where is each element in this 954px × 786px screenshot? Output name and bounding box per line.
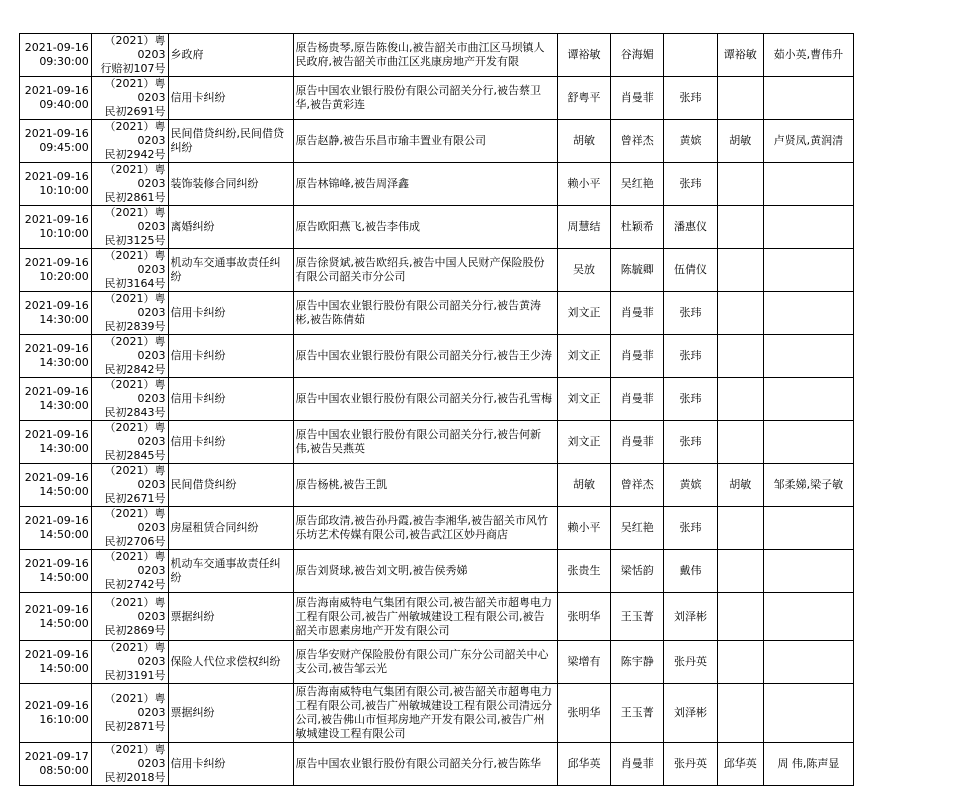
presiding-judge: 吴放 xyxy=(557,249,610,292)
case-number-case-a: （2021）粤0203 xyxy=(104,206,166,233)
case-cause: 民间借贷纠纷 xyxy=(168,464,293,507)
case-number-case-a: （2021）粤0203 xyxy=(104,163,166,190)
case-number-case-a: （2021）粤0203 xyxy=(104,77,166,104)
jurors: 周 伟,陈声显 xyxy=(763,743,853,786)
panel-member: 张玮 xyxy=(664,378,717,421)
hearing-datetime-date: 2021-09-16 xyxy=(24,428,89,441)
presiding-judge: 刘文正 xyxy=(557,292,610,335)
clerk: 肖曼菲 xyxy=(611,421,664,464)
panel-judge xyxy=(717,421,763,464)
hearing-datetime-date: 2021-09-16 xyxy=(24,127,89,140)
case-number-case-b: 行赔初107号 xyxy=(100,62,166,75)
clerk: 曾祥杰 xyxy=(611,120,664,163)
presiding-judge: 周慧结 xyxy=(557,206,610,249)
hearing-datetime xyxy=(20,206,92,249)
case-number-case-a: （2021）粤0203 xyxy=(104,292,166,319)
case-cause: 保险人代位求偿权纠纷 xyxy=(168,641,293,684)
hearing-datetime xyxy=(20,684,92,743)
panel-member: 张丹英 xyxy=(664,743,717,786)
jurors xyxy=(763,292,853,335)
case-number-case-a: （2021）粤0203 xyxy=(104,464,166,491)
case-number xyxy=(91,641,168,684)
presiding-judge: 刘文正 xyxy=(557,335,610,378)
case-number xyxy=(91,120,168,163)
panel-member: 张玮 xyxy=(664,507,717,550)
clerk: 陈宇静 xyxy=(611,641,664,684)
hearing-datetime-date: 2021-09-16 xyxy=(24,213,89,226)
case-number xyxy=(91,743,168,786)
clerk: 曾祥杰 xyxy=(611,464,664,507)
hearing-datetime xyxy=(20,550,92,593)
hearing-datetime xyxy=(20,743,92,786)
case-number-case-b: 民初3125号 xyxy=(104,234,166,247)
table-row xyxy=(20,120,854,163)
case-cause: 离婚纠纷 xyxy=(168,206,293,249)
clerk: 肖曼菲 xyxy=(611,292,664,335)
panel-judge: 谭裕敏 xyxy=(717,34,763,77)
case-cause: 民间借贷纠纷,民间借贷纠纷 xyxy=(168,120,293,163)
case-parties: 原告欧阳燕飞,被告李伟成 xyxy=(293,206,557,249)
hearing-datetime-time: 14:30:00 xyxy=(39,356,89,369)
table-row xyxy=(20,34,854,77)
case-cause: 房屋租赁合同纠纷 xyxy=(168,507,293,550)
hearing-datetime-time: 09:30:00 xyxy=(39,55,89,68)
case-number xyxy=(91,249,168,292)
clerk: 杜颖希 xyxy=(611,206,664,249)
hearing-datetime-date: 2021-09-16 xyxy=(24,170,89,183)
panel-judge xyxy=(717,593,763,641)
case-number-case-b: 民初2842号 xyxy=(104,363,166,376)
panel-member: 刘泽彬 xyxy=(664,684,717,743)
jurors xyxy=(763,77,853,120)
case-number-case-a: （2021）粤0203 xyxy=(104,743,166,770)
panel-member: 戴伟 xyxy=(664,550,717,593)
panel-member: 张玮 xyxy=(664,292,717,335)
panel-member: 黄嫔 xyxy=(664,120,717,163)
case-number-case-b: 民初2845号 xyxy=(104,449,166,462)
case-parties: 原告华安财产保险股份有限公司广东分公司韶关中心支公司,被告邹云光 xyxy=(293,641,557,684)
jurors: 卢贤凤,黄润清 xyxy=(763,120,853,163)
hearing-datetime xyxy=(20,593,92,641)
case-number-case-a: （2021）粤0203 xyxy=(104,641,166,668)
case-number-case-a: （2021）粤0203 xyxy=(104,34,166,61)
case-cause: 信用卡纠纷 xyxy=(168,378,293,421)
hearing-datetime-time: 14:50:00 xyxy=(39,528,89,541)
hearing-datetime-date: 2021-09-16 xyxy=(24,514,89,527)
case-cause: 机动车交通事故责任纠纷 xyxy=(168,249,293,292)
panel-member: 张玮 xyxy=(664,77,717,120)
case-number-case-b: 民初2843号 xyxy=(104,406,166,419)
hearing-datetime xyxy=(20,421,92,464)
table-row xyxy=(20,206,854,249)
table-row xyxy=(20,507,854,550)
panel-judge: 胡敏 xyxy=(717,464,763,507)
case-parties: 原告中国农业银行股份有限公司韶关分行,被告何新伟,被告吴燕英 xyxy=(293,421,557,464)
case-number-case-b: 民初2942号 xyxy=(104,148,166,161)
jurors: 邹柔娣,梁子敏 xyxy=(763,464,853,507)
presiding-judge: 赖小平 xyxy=(557,163,610,206)
hearing-datetime-date: 2021-09-16 xyxy=(24,256,89,269)
jurors xyxy=(763,684,853,743)
panel-judge xyxy=(717,684,763,743)
hearing-datetime-date: 2021-09-17 xyxy=(24,750,89,763)
panel-judge xyxy=(717,507,763,550)
hearing-datetime-time: 14:30:00 xyxy=(39,399,89,412)
table-row xyxy=(20,292,854,335)
hearing-datetime-time: 14:50:00 xyxy=(39,616,89,630)
panel-judge xyxy=(717,292,763,335)
hearing-datetime xyxy=(20,120,92,163)
table-row xyxy=(20,593,854,641)
case-number xyxy=(91,77,168,120)
case-number-case-b: 民初2018号 xyxy=(104,771,166,784)
case-cause: 信用卡纠纷 xyxy=(168,743,293,786)
case-number xyxy=(91,378,168,421)
panel-judge: 邱华英 xyxy=(717,743,763,786)
case-number xyxy=(91,464,168,507)
table-row xyxy=(20,641,854,684)
table-row xyxy=(20,743,854,786)
case-cause: 票据纠纷 xyxy=(168,593,293,641)
panel-member: 潘惠仪 xyxy=(664,206,717,249)
panel-member: 黄嫔 xyxy=(664,464,717,507)
case-parties: 原告赵静,被告乐昌市瑜丰置业有限公司 xyxy=(293,120,557,163)
jurors xyxy=(763,641,853,684)
presiding-judge: 赖小平 xyxy=(557,507,610,550)
hearing-datetime-date: 2021-09-16 xyxy=(24,342,89,355)
case-number-case-b: 民初2871号 xyxy=(104,720,166,733)
case-parties: 原告杨桃,被告王凯 xyxy=(293,464,557,507)
jurors: 茹小英,曹伟升 xyxy=(763,34,853,77)
hearing-datetime-time: 10:10:00 xyxy=(39,227,89,240)
panel-judge xyxy=(717,641,763,684)
hearing-datetime-time: 14:50:00 xyxy=(39,485,89,498)
panel-judge xyxy=(717,550,763,593)
case-number-case-a: （2021）粤0203 xyxy=(104,595,166,623)
case-parties: 原告海南威特电气集团有限公司,被告韶关市超粤电力工程有限公司,被告广州敏城建设工程有限公司清远分公司,被告佛山市恒邦房地产开发有限公司,被告广州敏城建设工程有限公司 xyxy=(293,684,557,743)
case-parties: 原告中国农业银行股份有限公司韶关分行,被告黄涛彬,被告陈倩茹 xyxy=(293,292,557,335)
panel-judge: 胡敏 xyxy=(717,120,763,163)
case-number-case-a: （2021）粤0203 xyxy=(104,550,166,577)
clerk: 肖曼菲 xyxy=(611,378,664,421)
presiding-judge: 胡敏 xyxy=(557,464,610,507)
case-number xyxy=(91,34,168,77)
hearing-datetime-time: 14:30:00 xyxy=(39,313,89,326)
case-cause: 票据纠纷 xyxy=(168,684,293,743)
table-row xyxy=(20,550,854,593)
case-cause: 信用卡纠纷 xyxy=(168,292,293,335)
clerk: 王玉菁 xyxy=(611,593,664,641)
case-number-case-b: 民初2691号 xyxy=(104,105,166,118)
case-number xyxy=(91,684,168,743)
hearing-datetime-time: 14:30:00 xyxy=(39,442,89,455)
hearing-datetime-date: 2021-09-16 xyxy=(24,41,89,54)
jurors xyxy=(763,163,853,206)
jurors xyxy=(763,507,853,550)
hearing-datetime xyxy=(20,77,92,120)
case-cause: 装饰装修合同纠纷 xyxy=(168,163,293,206)
presiding-judge: 刘文正 xyxy=(557,421,610,464)
case-number xyxy=(91,593,168,641)
case-number-case-b: 民初2742号 xyxy=(104,578,166,591)
case-number-case-a: （2021）粤0203 xyxy=(104,120,166,147)
clerk: 肖曼菲 xyxy=(611,743,664,786)
case-number-case-b: 民初2671号 xyxy=(104,492,166,505)
hearing-datetime-time: 09:45:00 xyxy=(39,141,89,154)
presiding-judge: 胡敏 xyxy=(557,120,610,163)
case-cause: 乡政府 xyxy=(168,34,293,77)
case-number xyxy=(91,507,168,550)
case-parties: 原告杨贵琴,原告陈俊山,被告韶关市曲江区马坝镇人民政府,被告韶关市曲江区兆康房地产开发有限 xyxy=(293,34,557,77)
presiding-judge: 张明华 xyxy=(557,684,610,743)
case-number-case-a: （2021）粤0203 xyxy=(104,692,166,719)
hearing-datetime-date: 2021-09-16 xyxy=(24,385,89,398)
hearing-datetime-date: 2021-09-16 xyxy=(24,648,89,661)
court-schedule-table xyxy=(19,33,854,786)
table-row xyxy=(20,249,854,292)
jurors xyxy=(763,421,853,464)
table-row xyxy=(20,684,854,743)
presiding-judge: 张贵生 xyxy=(557,550,610,593)
case-cause: 信用卡纠纷 xyxy=(168,421,293,464)
panel-member: 张玮 xyxy=(664,335,717,378)
case-parties: 原告徐贤斌,被告欧绍兵,被告中国人民财产保险股份有限公司韶关市分公司 xyxy=(293,249,557,292)
presiding-judge: 谭裕敏 xyxy=(557,34,610,77)
hearing-datetime xyxy=(20,249,92,292)
hearing-datetime-time: 09:40:00 xyxy=(39,98,89,111)
case-number-case-b: 民初2839号 xyxy=(104,320,166,333)
case-number xyxy=(91,335,168,378)
hearing-datetime xyxy=(20,464,92,507)
panel-member xyxy=(664,34,717,77)
clerk: 吴红艳 xyxy=(611,163,664,206)
case-number-case-b: 民初2706号 xyxy=(104,535,166,548)
case-parties: 原告邱玫清,被告孙丹霞,被告李湘华,被告韶关市风竹乐坊艺术传媒有限公司,被告武江区妙丹商店 xyxy=(293,507,557,550)
clerk: 肖曼菲 xyxy=(611,77,664,120)
case-parties: 原告海南威特电气集团有限公司,被告韶关市超粤电力工程有限公司,被告广州敏城建设工程有限公司,被告韶关市恩素房地产开发有限公司 xyxy=(293,593,557,641)
panel-member: 张玮 xyxy=(664,421,717,464)
jurors xyxy=(763,378,853,421)
hearing-datetime xyxy=(20,335,92,378)
table-row xyxy=(20,335,854,378)
hearing-datetime xyxy=(20,378,92,421)
case-cause: 信用卡纠纷 xyxy=(168,77,293,120)
case-cause: 机动车交通事故责任纠纷 xyxy=(168,550,293,593)
table-row xyxy=(20,77,854,120)
hearing-datetime-time: 08:50:00 xyxy=(39,764,89,777)
clerk: 肖曼菲 xyxy=(611,335,664,378)
case-number-case-a: （2021）粤0203 xyxy=(104,378,166,405)
case-number-case-a: （2021）粤0203 xyxy=(104,421,166,448)
case-cause: 信用卡纠纷 xyxy=(168,335,293,378)
panel-member: 刘泽彬 xyxy=(664,593,717,641)
clerk: 陈毓卿 xyxy=(611,249,664,292)
case-parties: 原告中国农业银行股份有限公司韶关分行,被告陈华 xyxy=(293,743,557,786)
case-number-case-b: 民初3164号 xyxy=(104,277,166,290)
hearing-datetime xyxy=(20,641,92,684)
case-number xyxy=(91,163,168,206)
case-parties: 原告中国农业银行股份有限公司韶关分行,被告孔雪梅 xyxy=(293,378,557,421)
case-number xyxy=(91,550,168,593)
case-number-case-b: 民初3191号 xyxy=(104,669,166,682)
presiding-judge: 梁增有 xyxy=(557,641,610,684)
case-parties: 原告林锦峰,被告周泽鑫 xyxy=(293,163,557,206)
hearing-datetime-date: 2021-09-16 xyxy=(24,602,89,616)
clerk: 王玉菁 xyxy=(611,684,664,743)
hearing-datetime xyxy=(20,292,92,335)
hearing-datetime-date: 2021-09-16 xyxy=(24,557,89,570)
case-number xyxy=(91,292,168,335)
case-number xyxy=(91,206,168,249)
table-row xyxy=(20,464,854,507)
hearing-datetime xyxy=(20,507,92,550)
jurors xyxy=(763,206,853,249)
jurors xyxy=(763,593,853,641)
case-number xyxy=(91,421,168,464)
hearing-datetime-time: 14:50:00 xyxy=(39,571,89,584)
hearing-datetime-date: 2021-09-16 xyxy=(24,299,89,312)
case-parties: 原告中国农业银行股份有限公司韶关分行,被告蔡卫华,被告黄彩连 xyxy=(293,77,557,120)
clerk: 谷海媚 xyxy=(611,34,664,77)
case-number-case-b: 民初2861号 xyxy=(104,191,166,204)
hearing-datetime-date: 2021-09-16 xyxy=(24,699,89,712)
panel-judge xyxy=(717,77,763,120)
jurors xyxy=(763,249,853,292)
clerk: 吴红艳 xyxy=(611,507,664,550)
panel-member: 张丹英 xyxy=(664,641,717,684)
hearing-datetime xyxy=(20,163,92,206)
case-number-case-a: （2021）粤0203 xyxy=(104,249,166,276)
table-row xyxy=(20,421,854,464)
panel-judge xyxy=(717,335,763,378)
panel-member: 伍倩仪 xyxy=(664,249,717,292)
hearing-datetime-time: 10:10:00 xyxy=(39,184,89,197)
presiding-judge: 舒粤平 xyxy=(557,77,610,120)
jurors xyxy=(763,335,853,378)
hearing-datetime-date: 2021-09-16 xyxy=(24,471,89,484)
case-parties: 原告中国农业银行股份有限公司韶关分行,被告王少涛 xyxy=(293,335,557,378)
table-row xyxy=(20,163,854,206)
presiding-judge: 刘文正 xyxy=(557,378,610,421)
hearing-datetime-date: 2021-09-16 xyxy=(24,84,89,97)
presiding-judge: 邱华英 xyxy=(557,743,610,786)
hearing-datetime xyxy=(20,34,92,77)
jurors xyxy=(763,550,853,593)
presiding-judge: 张明华 xyxy=(557,593,610,641)
case-number-case-a: （2021）粤0203 xyxy=(104,507,166,534)
hearing-datetime-time: 10:20:00 xyxy=(39,270,89,283)
table-row xyxy=(20,378,854,421)
case-number-case-a: （2021）粤0203 xyxy=(104,335,166,362)
hearing-datetime-time: 16:10:00 xyxy=(39,713,89,726)
case-number-case-b: 民初2869号 xyxy=(104,623,166,637)
panel-judge xyxy=(717,249,763,292)
hearing-datetime-time: 14:50:00 xyxy=(39,662,89,675)
case-parties: 原告刘贤球,被告刘文明,被告侯秀娣 xyxy=(293,550,557,593)
panel-member: 张玮 xyxy=(664,163,717,206)
panel-judge xyxy=(717,163,763,206)
panel-judge xyxy=(717,206,763,249)
panel-judge xyxy=(717,378,763,421)
clerk: 梁恬韵 xyxy=(611,550,664,593)
